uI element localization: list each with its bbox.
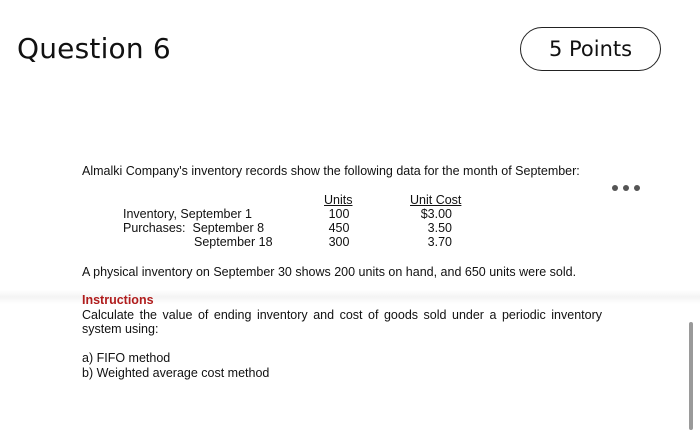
question-title: Question 6 (17, 32, 171, 65)
instructions-body: Calculate the value of ending inventory and cost of goods sold under a periodic inventory system using: (82, 308, 602, 336)
table-row-units: 450 (328, 221, 350, 235)
table-row-units: 100 (328, 207, 350, 221)
table-row-units: 300 (328, 235, 350, 249)
method-item: b) Weighted average cost method (82, 366, 270, 380)
instructions-heading: Instructions (82, 293, 154, 307)
unit-cost-header: Unit Cost (410, 193, 462, 207)
table-row-label: Purchases: September 8 (123, 221, 265, 235)
question-intro: Almalki Company's inventory records show the following data for the month of September: (82, 164, 580, 178)
more-horizontal-icon[interactable] (612, 182, 640, 194)
table-row-label: Inventory, September 1 (123, 207, 253, 221)
points-badge: 5 Points (520, 27, 661, 71)
table-row-cost: 3.70 (427, 235, 452, 249)
vertical-scrollbar[interactable] (689, 322, 693, 430)
table-row-cost: $3.00 (420, 207, 452, 221)
table-row-cost: 3.50 (427, 221, 452, 235)
physical-inventory-text: A physical inventory on September 30 shows 200 units on hand, and 650 units were sold. (82, 265, 577, 279)
table-row-label: September 18 (194, 235, 273, 249)
method-item: a) FIFO method (82, 351, 171, 365)
units-header: Units (324, 193, 353, 207)
